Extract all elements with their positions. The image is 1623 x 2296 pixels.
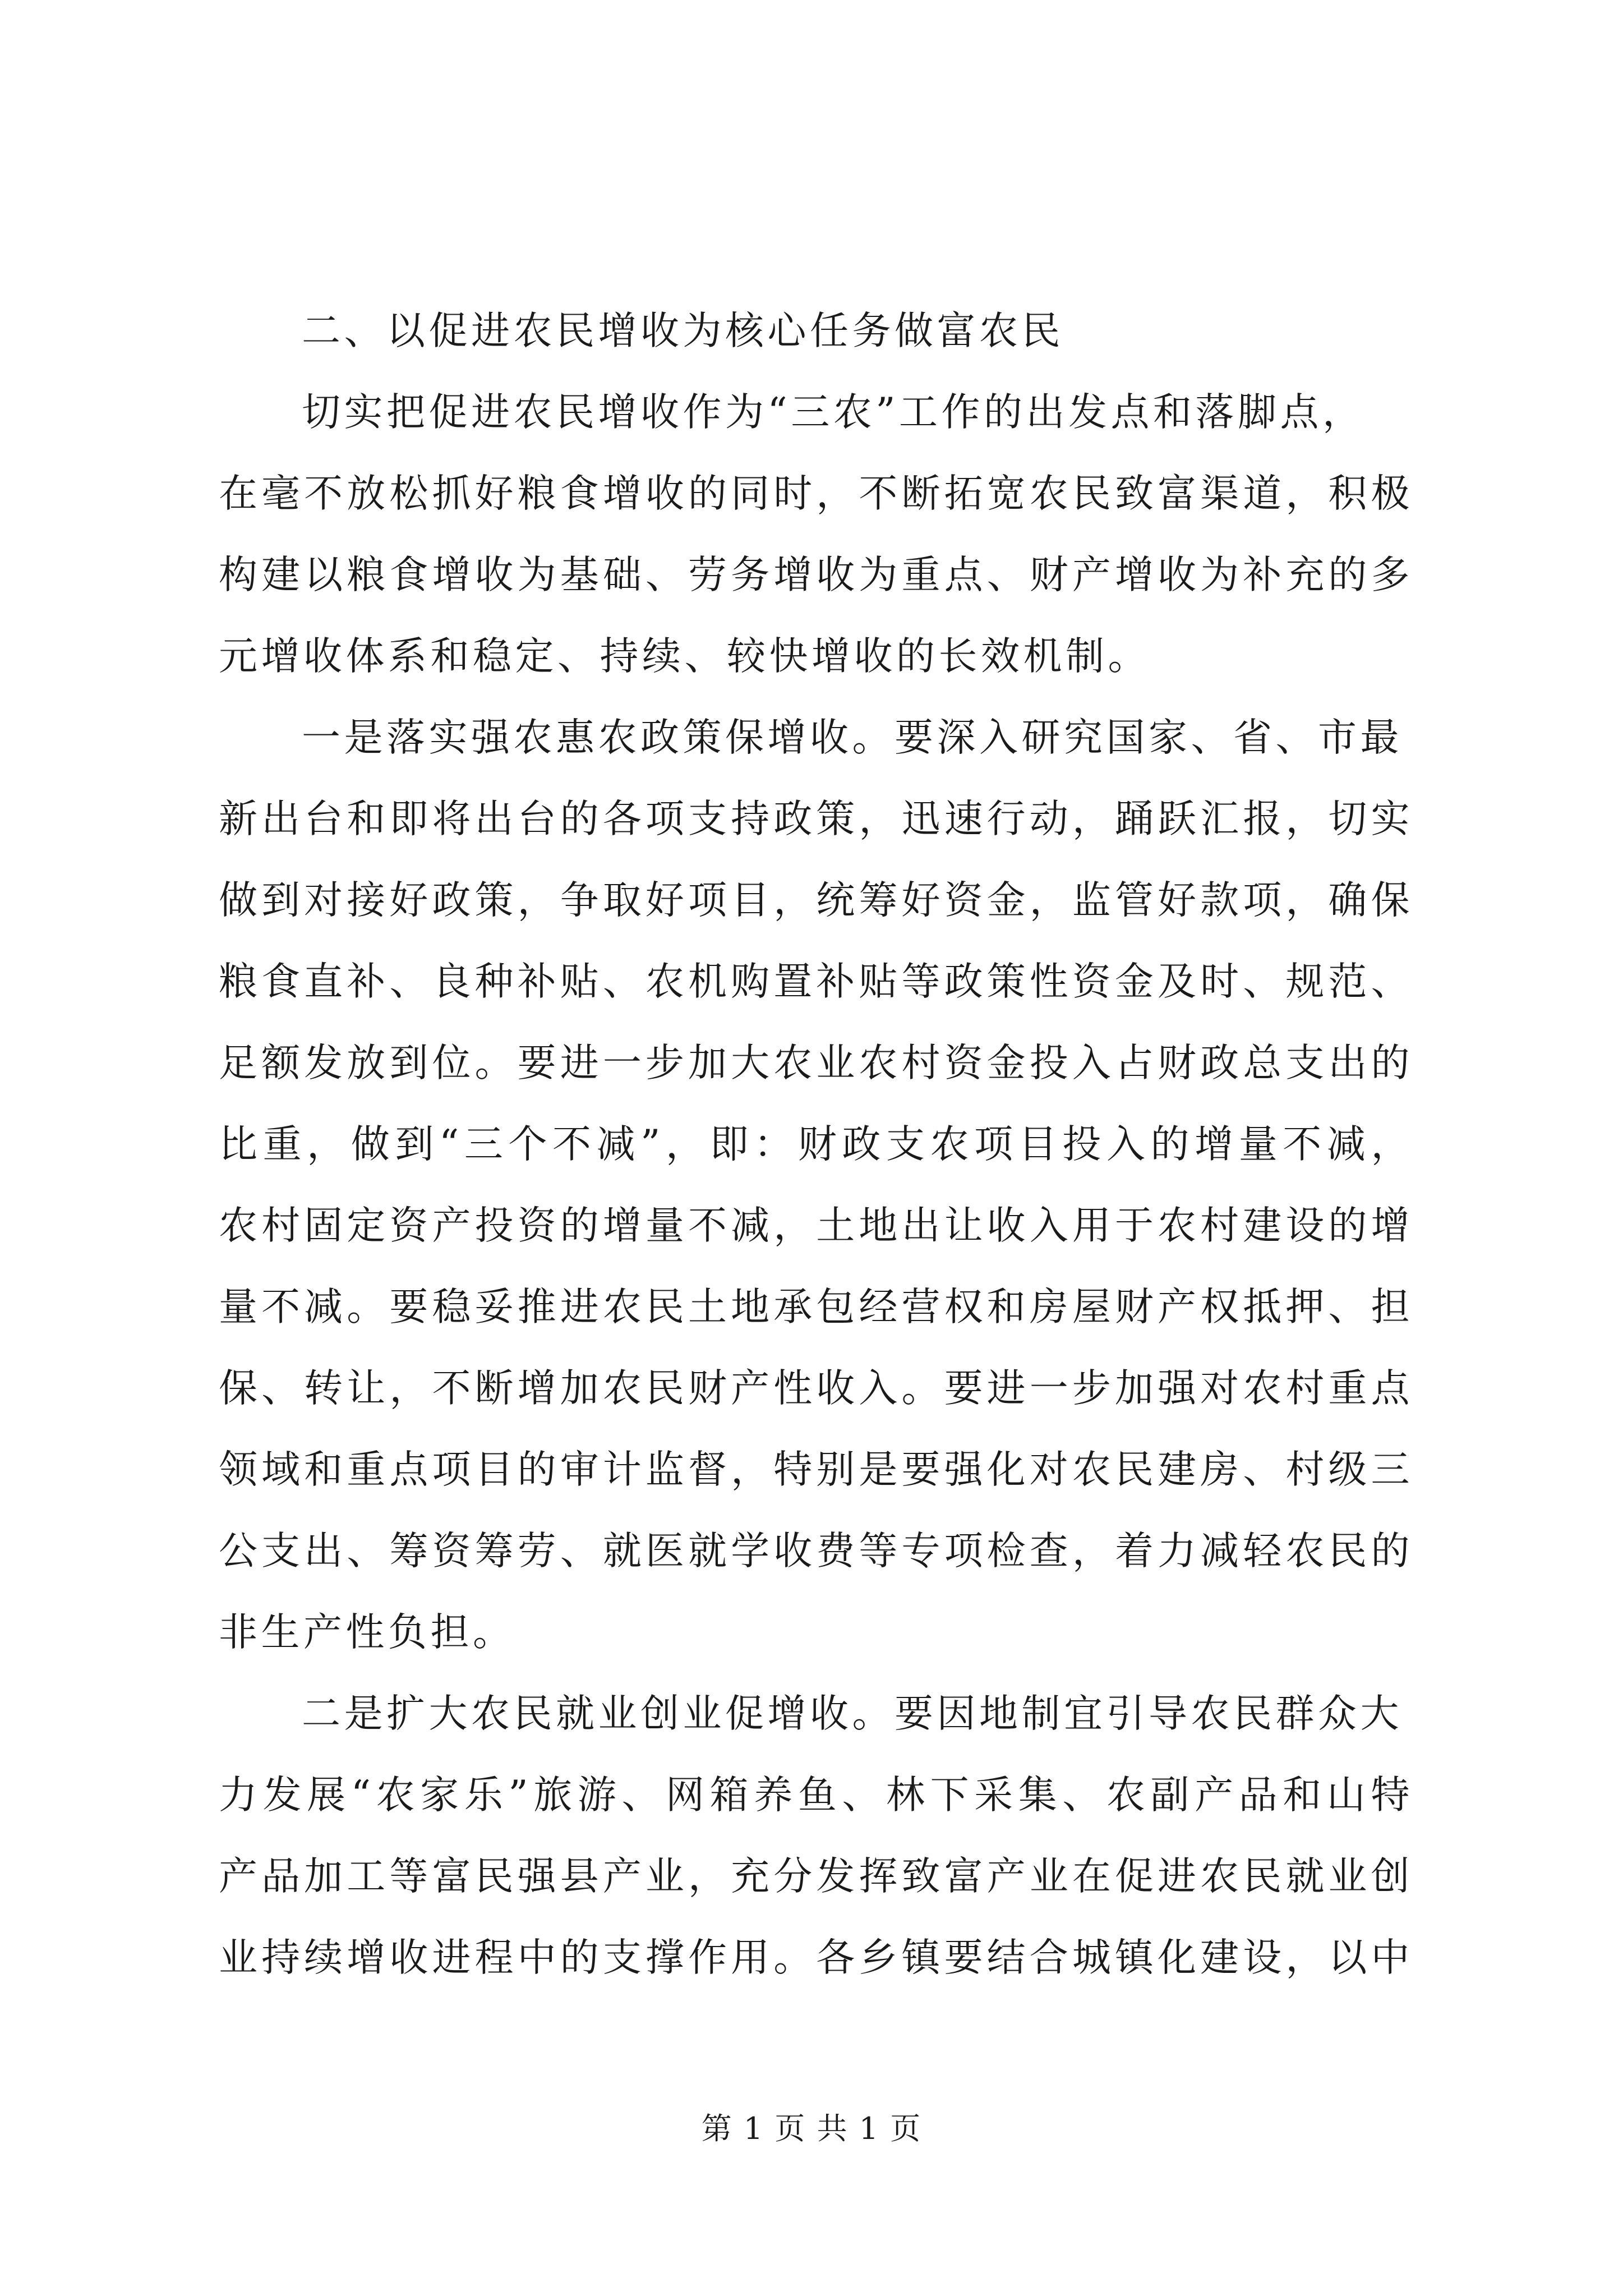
paragraph-line: 非生产性负担。 xyxy=(219,1610,515,1655)
paragraph-line: 比重，做到“三个不减”，即：财政支农项目投入的增量不减， xyxy=(219,1122,1413,1167)
paragraph-line: 做到对接好政策，争取好项目，统筹好资金，监管好款项，确保 xyxy=(219,878,1413,923)
paragraph-line: 足额发放到位。要进一步加大农业农村资金投入占财政总支出的 xyxy=(219,1041,1413,1085)
page-footer: 第 1 页 共 1 页 xyxy=(701,2111,922,2146)
paragraph-line: 力发展“农家乐”旅游、网箱养鱼、林下采集、农副产品和山特 xyxy=(219,1773,1413,1818)
paragraph-line: 切实把促进农民增收作为“三农”工作的出发点和落脚点， xyxy=(302,390,1365,435)
paragraph-line: 新出台和即将出台的各项支持政策，迅速行动，踊跃汇报，切实 xyxy=(219,797,1413,841)
paragraph-line: 公支出、筹资筹劳、就医就学收费等专项检查，着力减轻农民的 xyxy=(219,1529,1413,1573)
paragraph-line: 粮食直补、良种补贴、农机购置补贴等政策性资金及时、规范、 xyxy=(219,959,1413,1004)
paragraph-line: 产品加工等富民强县产业，充分发挥致富产业在促进农民就业创 xyxy=(219,1854,1413,1899)
paragraph-line: 二是扩大农民就业创业促增收。要因地制宜引导农民群众大 xyxy=(302,1691,1403,1736)
paragraph-line: 领域和重点项目的审计监督，特别是要强化对农民建房、村级三 xyxy=(219,1447,1413,1492)
paragraph-line: 农村固定资产投资的增量不减，土地出让收入用于农村建设的增 xyxy=(219,1203,1413,1248)
paragraph-line: 在毫不放松抓好粮食增收的同时，不断拓宽农民致富渠道，积极 xyxy=(219,471,1413,516)
paragraph-line: 构建以粮食增收为基础、劳务增收为重点、财产增收为补充的多 xyxy=(219,553,1413,597)
paragraph-line: 业持续增收进程中的支撑作用。各乡镇要结合城镇化建设，以中 xyxy=(219,1935,1413,1980)
section-heading: 二、以促进农民增收为核心任务做富农民 xyxy=(302,309,1064,353)
paragraph-line: 元增收体系和稳定、持续、较快增收的长效机制。 xyxy=(219,634,1150,679)
paragraph-line: 量不减。要稳妥推进农民土地承包经营权和房屋财产权抵押、担 xyxy=(219,1285,1413,1329)
paragraph-line: 保、转让，不断增加农民财产性收入。要进一步加强对农村重点 xyxy=(219,1366,1413,1411)
paragraph-line: 一是落实强农惠农政策保增收。要深入研究国家、省、市最 xyxy=(302,715,1403,760)
